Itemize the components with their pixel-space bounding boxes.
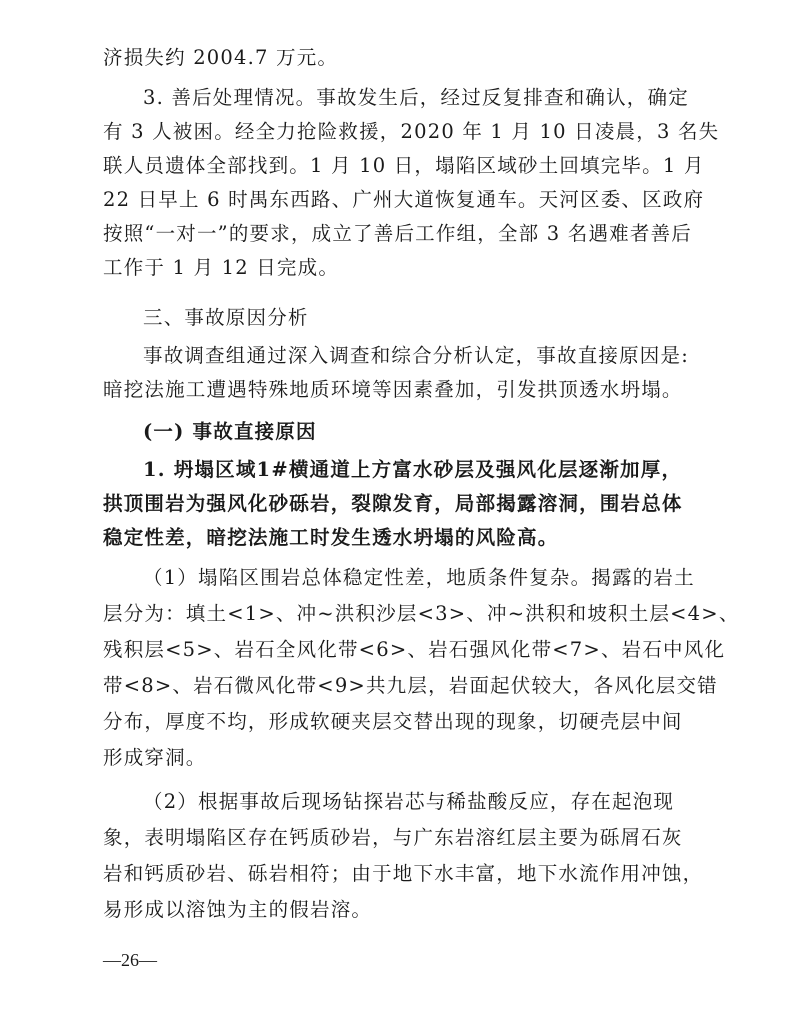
paragraph-line: 象，表明塌陷区存在钙质砂岩，与广东岩溶红层主要为砾屑石灰 — [103, 826, 683, 849]
paragraph-line: 残积层<5>、岩石全风化带<6>、岩石强风化带<7>、岩石中风化 — [103, 638, 726, 661]
paragraph-line: 岩和钙质砂岩、砾岩相符；由于地下水丰富，地下水流作用冲蚀， — [103, 862, 704, 885]
bold-paragraph-line: 拱顶围岩为强风化砂砾岩，裂隙发育，局部揭露溶洞，围岩总体 — [103, 492, 683, 515]
paragraph-line: 带<8>、岩石微风化带<9>共九层，岩面起伏较大，各风化层交错 — [103, 674, 718, 697]
paragraph-line: 济损失约 2004.7 万元。 — [103, 46, 339, 69]
bold-paragraph-line: 稳定性差，暗挖法施工时发生透水坍塌的风险高。 — [103, 526, 559, 549]
bold-paragraph-line: 1. 坍塌区域1#横通道上方富水砂层及强风化层逐渐加厚， — [143, 458, 683, 481]
subsection-heading: (一) 事故直接原因 — [143, 420, 317, 443]
paragraph-line: 易形成以溶蚀为主的假岩溶。 — [103, 898, 373, 921]
paragraph-line: 3. 善后处理情况。事故发生后，经过反复排查和确认，确定 — [143, 86, 689, 109]
paragraph-line: 按照“一对一”的要求，成立了善后工作组，全部 3 名遇难者善后 — [103, 222, 692, 245]
paragraph-line: 22 日早上 6 时禺东西路、广州大道恢复通车。天河区委、区政府 — [103, 188, 705, 211]
paragraph-line: 事故调查组通过深入调查和综合分析认定，事故直接原因是: — [143, 344, 689, 367]
paragraph-line: 形成穿洞。 — [103, 746, 207, 769]
paragraph-line: 暗挖法施工遭遇特殊地质环境等因素叠加，引发拱顶透水坍塌。 — [103, 378, 683, 401]
paragraph-line: （2）根据事故后现场钻探岩芯与稀盐酸反应，存在起泡现 — [143, 790, 675, 813]
paragraph-line: 联人员遗体全部找到。1 月 10 日，塌陷区域砂土回填完毕。1 月 — [103, 154, 705, 177]
paragraph-line: 层分为：填土<1>、冲~洪积沙层<3>、冲~洪积和坡积土层<4>、 — [103, 602, 740, 625]
paragraph-line: 分布，厚度不均，形成软硬夹层交替出现的现象，切硬壳层中间 — [103, 710, 683, 733]
paragraph-line: （1）塌陷区围岩总体稳定性差，地质条件复杂。揭露的岩土 — [143, 566, 695, 589]
section-heading: 三、事故原因分析 — [143, 306, 309, 329]
paragraph-line: 有 3 人被困。经全力抢险救援，2020 年 1 月 10 日凌晨，3 名失 — [103, 120, 720, 143]
paragraph-line: 工作于 1 月 12 日完成。 — [103, 256, 340, 279]
page-number: —26— — [103, 950, 157, 970]
